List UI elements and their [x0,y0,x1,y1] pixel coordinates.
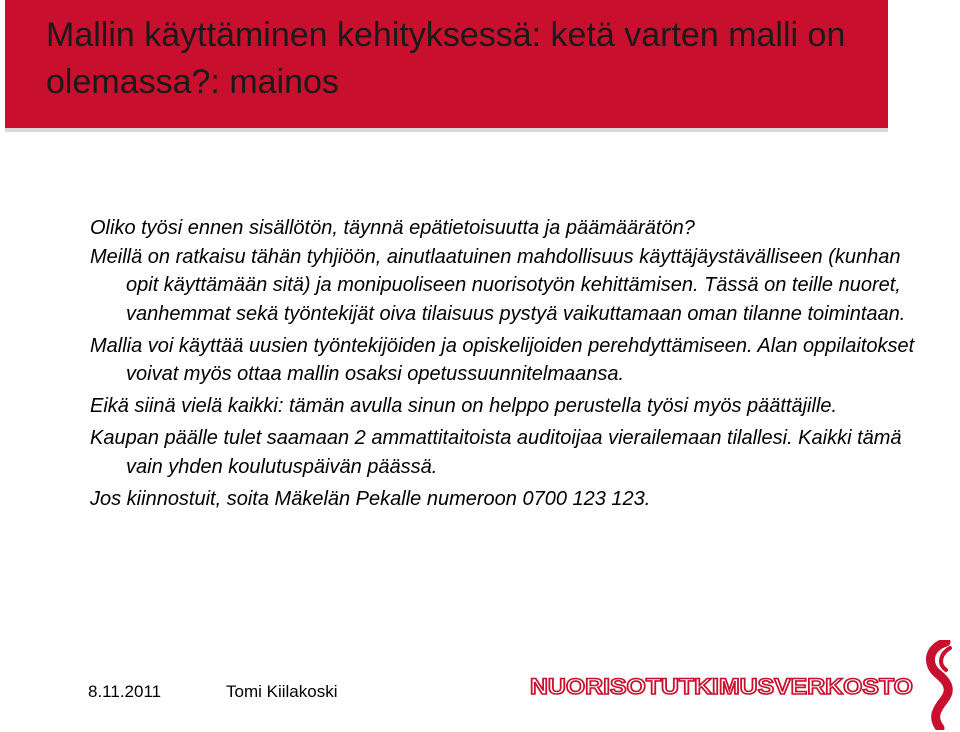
logo-wordmark-text: NUORISOTUTKIMUSVERKOSTO [530,674,913,699]
footer-date: 8.11.2011 [88,682,162,701]
paragraph-6: Jos kiinnostuit, soita Mäkelän Pekalle numeroon 0700 123 123. [90,487,651,510]
paragraph-4: Eikä siinä vielä kaikki: tämän avulla sinun on helppo perustella työsi myös päättäjille. [90,395,838,417]
footer-author: Tomi Kiilakoski [226,682,338,701]
organization-logo-wordmark [530,673,915,699]
red-swirl-logo-icon [922,640,958,730]
slide-title: Mallin käyttäminen kehityksessä: ketä varten malli on olemassa?: mainos [46,16,846,101]
slide-body [90,214,930,517]
paragraph-1: Oliko työsi ennen sisällötön, täynnä epätietoisuutta ja päämäärätön? [90,217,695,239]
paragraph-3: Mallia voi käyttää uusien työntekijöiden ja opiskelijoiden perehdyttämiseen. Alan oppilaitokset voivat myös ottaa mallin osaksi opetussuunnitelmaansa. [90,334,915,385]
paragraph-5: Kaupan päälle tulet saamaan 2 ammattitaitoista auditoijaa vierailemaan tilallesi. Kaikki tämä vain yhden koulutuspäivän päässä. [90,427,902,478]
paragraph-2: Meillä on ratkaisu tähän tyhjiöön, ainutlaatuinen mahdollisuus käyttäjäystävälliseen (kunhan opit käyttämään sitä) ja monipuoliseen nuorisotyön kehittämisen. Tässä on teille nuoret, vanhemmat sekä työntekijät oiva tilaisuus pystyä vaikuttamaan oman tilanne toimintaan. [90,245,906,325]
